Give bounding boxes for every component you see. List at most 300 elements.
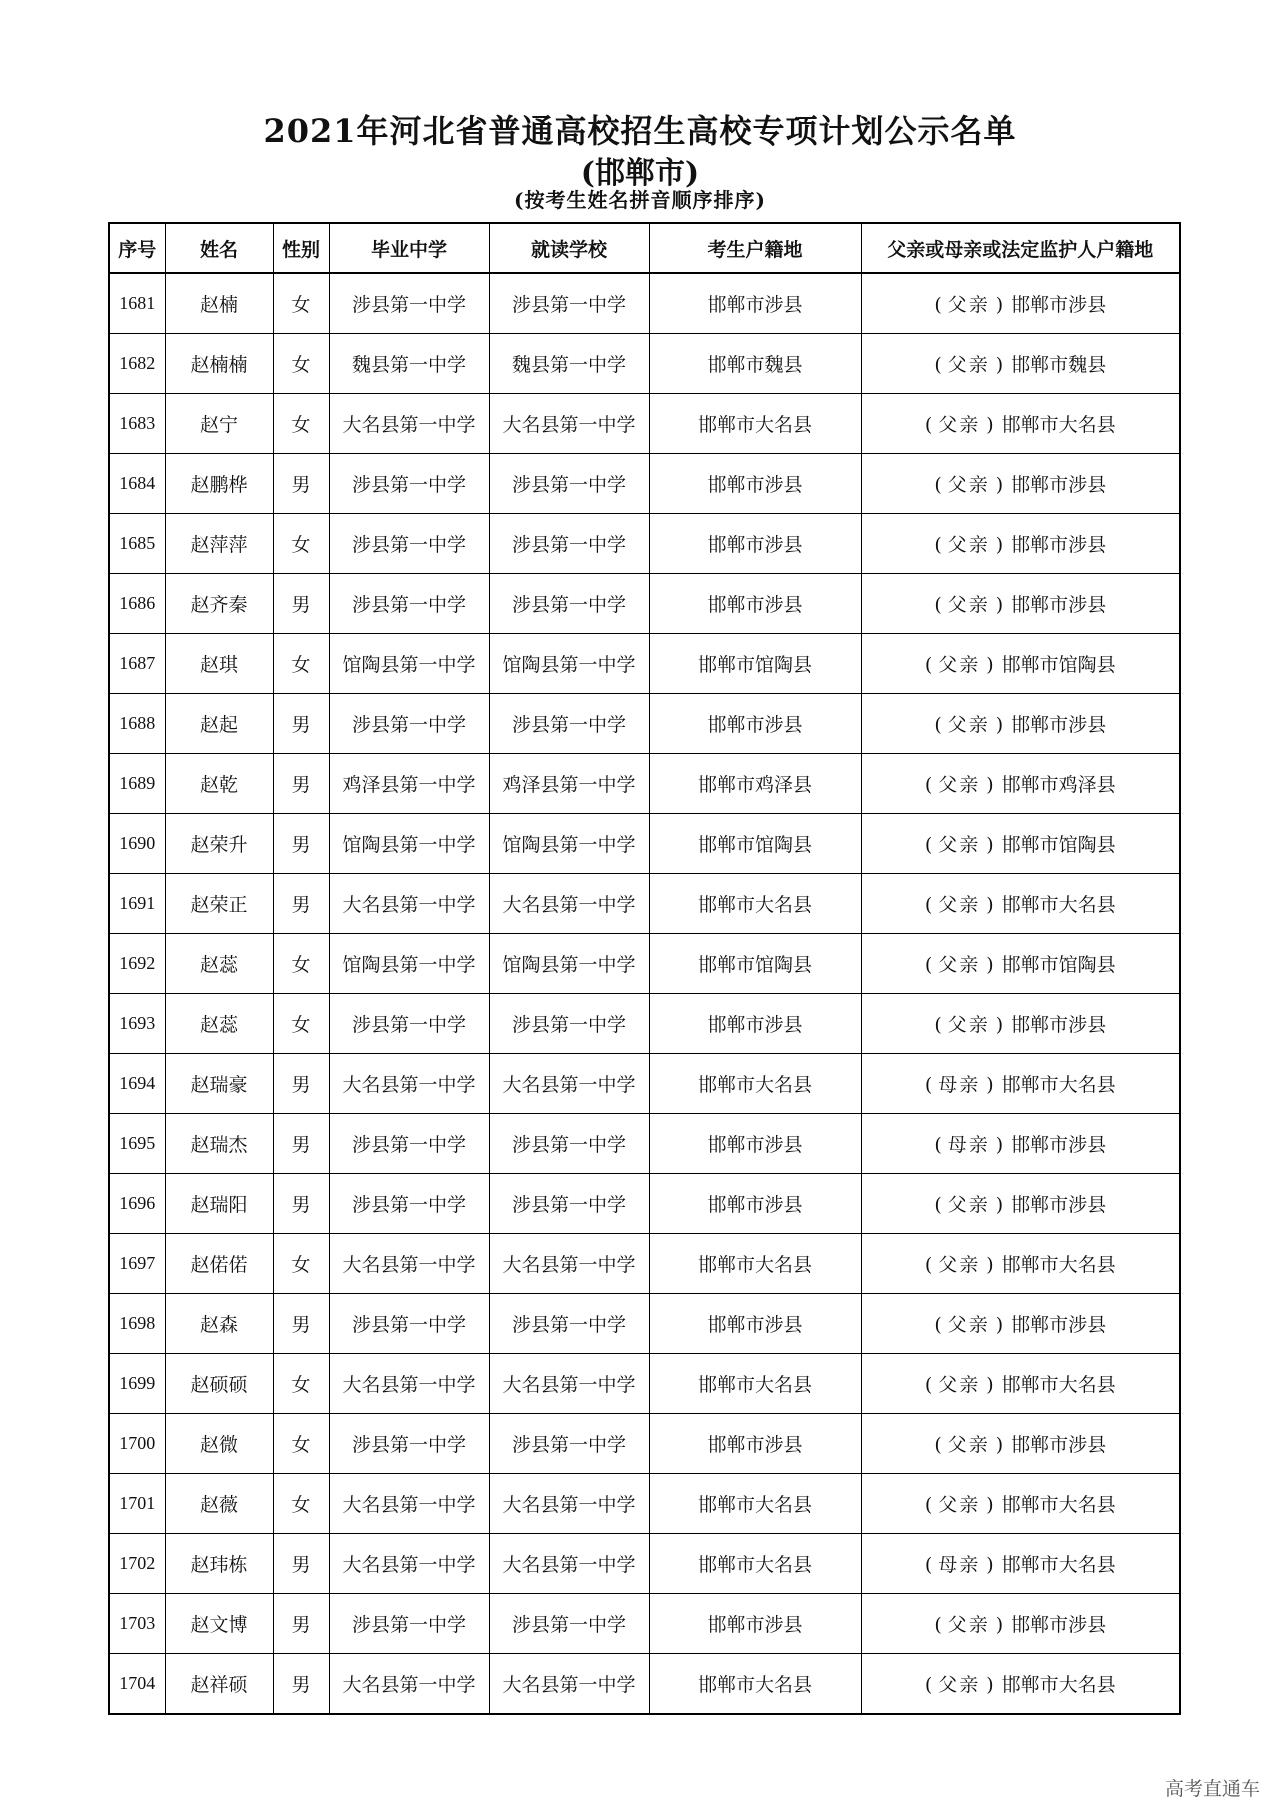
cell-household: 邯郸市涉县 xyxy=(649,454,861,514)
table-row xyxy=(109,1114,1180,1174)
cell-household: 邯郸市大名县 xyxy=(649,1354,861,1414)
cell-grad-school: 涉县第一中学 xyxy=(329,694,489,754)
cell-current-school: 涉县第一中学 xyxy=(489,454,649,514)
paren-open: ( xyxy=(924,834,933,856)
cell-parent-household xyxy=(861,1174,1180,1234)
cell-current-school: 馆陶县第一中学 xyxy=(489,634,649,694)
cell-parent-household xyxy=(861,934,1180,994)
paren-open: ( xyxy=(924,954,933,976)
cell-sex: 男 xyxy=(273,694,329,754)
cell-current-school: 涉县第一中学 xyxy=(489,574,649,634)
cell-parent-household xyxy=(861,1234,1180,1294)
parent-relation: 父亲 xyxy=(947,1434,990,1456)
cell-parent-household xyxy=(861,814,1180,874)
header-household: 考生户籍地 xyxy=(649,223,861,273)
cell-parent-household xyxy=(861,1534,1180,1594)
paren-open: ( xyxy=(924,1494,933,1516)
paren-open: ( xyxy=(934,1314,942,1336)
cell-current-school: 涉县第一中学 xyxy=(489,694,649,754)
table-row xyxy=(109,934,1180,994)
parent-relation: 父亲 xyxy=(938,954,981,976)
header-current-school: 就读学校 xyxy=(489,223,649,273)
parent-relation: 父亲 xyxy=(947,1014,990,1036)
cell-name: 赵蕊 xyxy=(165,994,273,1054)
cell-household: 邯郸市涉县 xyxy=(649,1174,861,1234)
paren-open: ( xyxy=(924,774,933,796)
table-row xyxy=(109,1654,1180,1715)
cell-no: 1689 xyxy=(109,754,165,814)
cell-household: 邯郸市馆陶县 xyxy=(649,814,861,874)
cell-grad-school: 涉县第一中学 xyxy=(329,1594,489,1654)
cell-sex: 男 xyxy=(273,574,329,634)
cell-current-school: 涉县第一中学 xyxy=(489,1414,649,1474)
cell-parent-household xyxy=(861,1474,1180,1534)
cell-name: 赵微 xyxy=(165,1414,273,1474)
cell-name: 赵齐秦 xyxy=(165,574,273,634)
cell-household: 邯郸市鸡泽县 xyxy=(649,754,861,814)
table-row xyxy=(109,1474,1180,1534)
cell-household: 邯郸市涉县 xyxy=(649,514,861,574)
cell-name: 赵偌偌 xyxy=(165,1234,273,1294)
parent-household: 邯郸市涉县 xyxy=(1011,294,1107,316)
table-row xyxy=(109,574,1180,634)
paren-open: ( xyxy=(934,354,942,376)
cell-grad-school: 涉县第一中学 xyxy=(329,514,489,574)
cell-current-school: 涉县第一中学 xyxy=(489,1114,649,1174)
cell-no: 1684 xyxy=(109,454,165,514)
parent-household: 邯郸市涉县 xyxy=(1011,1134,1107,1156)
cell-sex: 男 xyxy=(273,454,329,514)
paren-close: ) xyxy=(986,1254,994,1276)
parent-household: 邯郸市大名县 xyxy=(1001,1074,1116,1096)
cell-grad-school: 涉县第一中学 xyxy=(329,1174,489,1234)
paren-close: ) xyxy=(995,534,1004,556)
cell-name: 赵瑞杰 xyxy=(165,1114,273,1174)
parent-relation: 父亲 xyxy=(947,1614,990,1636)
cell-no: 1702 xyxy=(109,1534,165,1594)
cell-household: 邯郸市馆陶县 xyxy=(649,934,861,994)
cell-grad-school: 涉县第一中学 xyxy=(329,454,489,514)
paren-close: ) xyxy=(995,294,1004,316)
parent-relation: 父亲 xyxy=(947,354,990,376)
cell-parent-household xyxy=(861,1114,1180,1174)
cell-household: 邯郸市涉县 xyxy=(649,1294,861,1354)
cell-grad-school: 涉县第一中学 xyxy=(329,1414,489,1474)
cell-no: 1695 xyxy=(109,1114,165,1174)
cell-current-school: 涉县第一中学 xyxy=(489,994,649,1054)
paren-open: ( xyxy=(924,1374,933,1396)
parent-household: 邯郸市涉县 xyxy=(1011,534,1107,556)
cell-name: 赵瑞阳 xyxy=(165,1174,273,1234)
paren-open: ( xyxy=(934,714,942,736)
cell-name: 赵荣正 xyxy=(165,874,273,934)
table-row xyxy=(109,1534,1180,1594)
cell-name: 赵薇 xyxy=(165,1474,273,1534)
sort-note: (按考生姓名拼音顺序排序) xyxy=(514,188,766,212)
cell-current-school: 馆陶县第一中学 xyxy=(489,934,649,994)
parent-household: 邯郸市大名县 xyxy=(1001,1254,1116,1276)
parent-household: 邯郸市大名县 xyxy=(1001,414,1116,436)
cell-parent-household xyxy=(861,394,1180,454)
cell-no: 1696 xyxy=(109,1174,165,1234)
cell-sex: 男 xyxy=(273,1594,329,1654)
paren-open: ( xyxy=(924,654,933,676)
parent-relation: 父亲 xyxy=(938,1374,981,1396)
table-row xyxy=(109,334,1180,394)
cell-current-school: 大名县第一中学 xyxy=(489,1474,649,1534)
table-row xyxy=(109,1174,1180,1234)
page-title: 2021年河北省普通高校招生高校专项计划公示名单 xyxy=(263,112,1017,150)
cell-sex: 女 xyxy=(273,1474,329,1534)
parent-relation: 父亲 xyxy=(947,474,990,496)
table-row xyxy=(109,874,1180,934)
paren-close: ) xyxy=(986,414,994,436)
paren-close: ) xyxy=(995,1614,1004,1636)
watermark: 高考直通车 xyxy=(1164,1778,1260,1800)
cell-no: 1691 xyxy=(109,874,165,934)
parent-relation: 母亲 xyxy=(947,1134,990,1156)
header-no: 序号 xyxy=(109,223,165,273)
cell-household: 邯郸市大名县 xyxy=(649,874,861,934)
cell-no: 1698 xyxy=(109,1294,165,1354)
cell-sex: 女 xyxy=(273,934,329,994)
cell-household: 邯郸市大名县 xyxy=(649,1534,861,1594)
cell-parent-household xyxy=(861,694,1180,754)
header-parent-household: 父亲或母亲或法定监护人户籍地 xyxy=(861,223,1180,273)
cell-household: 邯郸市大名县 xyxy=(649,1054,861,1114)
cell-no: 1697 xyxy=(109,1234,165,1294)
cell-sex: 女 xyxy=(273,634,329,694)
cell-current-school: 大名县第一中学 xyxy=(489,1654,649,1715)
cell-parent-household xyxy=(861,1414,1180,1474)
paren-close: ) xyxy=(995,474,1004,496)
cell-sex: 男 xyxy=(273,874,329,934)
table-row xyxy=(109,814,1180,874)
cell-parent-household xyxy=(861,634,1180,694)
cell-household: 邯郸市大名县 xyxy=(649,1654,861,1715)
cell-no: 1685 xyxy=(109,514,165,574)
cell-no: 1683 xyxy=(109,394,165,454)
cell-grad-school: 大名县第一中学 xyxy=(329,1654,489,1715)
cell-sex: 男 xyxy=(273,754,329,814)
cell-current-school: 鸡泽县第一中学 xyxy=(489,754,649,814)
cell-grad-school: 大名县第一中学 xyxy=(329,1054,489,1114)
table-row xyxy=(109,1054,1180,1114)
cell-parent-household xyxy=(861,874,1180,934)
parent-relation: 父亲 xyxy=(947,294,990,316)
cell-current-school: 大名县第一中学 xyxy=(489,1354,649,1414)
paren-close: ) xyxy=(986,1374,994,1396)
parent-relation: 父亲 xyxy=(938,1674,981,1696)
cell-sex: 女 xyxy=(273,994,329,1054)
table-row xyxy=(109,1414,1180,1474)
cell-name: 赵乾 xyxy=(165,754,273,814)
cell-grad-school: 鸡泽县第一中学 xyxy=(329,754,489,814)
parent-household: 邯郸市涉县 xyxy=(1011,1194,1107,1216)
cell-parent-household xyxy=(861,1594,1180,1654)
cell-no: 1686 xyxy=(109,574,165,634)
cell-no: 1681 xyxy=(109,273,165,334)
parent-household: 邯郸市大名县 xyxy=(1001,1494,1116,1516)
cell-name: 赵荣升 xyxy=(165,814,273,874)
cell-grad-school: 大名县第一中学 xyxy=(329,394,489,454)
cell-name: 赵琪 xyxy=(165,634,273,694)
cell-sex: 女 xyxy=(273,273,329,334)
paren-open: ( xyxy=(934,1194,942,1216)
cell-current-school: 涉县第一中学 xyxy=(489,273,649,334)
table-body xyxy=(109,273,1180,1714)
paren-close: ) xyxy=(986,1674,994,1696)
cell-current-school: 大名县第一中学 xyxy=(489,1054,649,1114)
cell-parent-household xyxy=(861,574,1180,634)
paren-close: ) xyxy=(995,1434,1004,1456)
cell-household: 邯郸市涉县 xyxy=(649,1414,861,1474)
cell-no: 1700 xyxy=(109,1414,165,1474)
cell-household: 邯郸市大名县 xyxy=(649,1474,861,1534)
parent-relation: 母亲 xyxy=(938,1554,981,1576)
table-header-row xyxy=(109,223,1180,273)
cell-current-school: 大名县第一中学 xyxy=(489,394,649,454)
parent-household: 邯郸市涉县 xyxy=(1011,594,1107,616)
cell-grad-school: 大名县第一中学 xyxy=(329,1234,489,1294)
parent-relation: 父亲 xyxy=(938,654,981,676)
cell-household: 邯郸市涉县 xyxy=(649,994,861,1054)
parent-household: 邯郸市馆陶县 xyxy=(1001,954,1116,976)
cell-sex: 男 xyxy=(273,1654,329,1715)
cell-parent-household xyxy=(861,334,1180,394)
cell-no: 1687 xyxy=(109,634,165,694)
parent-household: 邯郸市馆陶县 xyxy=(1001,654,1116,676)
paren-open: ( xyxy=(934,1614,942,1636)
parent-relation: 父亲 xyxy=(938,834,981,856)
cell-parent-household xyxy=(861,514,1180,574)
paren-open: ( xyxy=(934,594,942,616)
cell-sex: 男 xyxy=(273,1294,329,1354)
cell-household: 邯郸市大名县 xyxy=(649,1234,861,1294)
parent-household: 邯郸市大名县 xyxy=(1001,1554,1116,1576)
cell-parent-household xyxy=(861,1294,1180,1354)
cell-sex: 男 xyxy=(273,1114,329,1174)
cell-grad-school: 大名县第一中学 xyxy=(329,1474,489,1534)
cell-name: 赵玮栋 xyxy=(165,1534,273,1594)
paren-close: ) xyxy=(995,714,1004,736)
cell-grad-school: 涉县第一中学 xyxy=(329,994,489,1054)
paren-close: ) xyxy=(986,774,994,796)
parent-household: 邯郸市涉县 xyxy=(1011,1014,1107,1036)
cell-sex: 女 xyxy=(273,1234,329,1294)
cell-current-school: 魏县第一中学 xyxy=(489,334,649,394)
parent-household: 邯郸市涉县 xyxy=(1011,474,1107,496)
cell-parent-household xyxy=(861,1654,1180,1715)
parent-relation: 父亲 xyxy=(938,1254,981,1276)
page-subtitle: (邯郸市) xyxy=(580,156,700,191)
cell-grad-school: 魏县第一中学 xyxy=(329,334,489,394)
parent-relation: 父亲 xyxy=(947,594,990,616)
table-row xyxy=(109,1594,1180,1654)
paren-close: ) xyxy=(986,894,994,916)
cell-parent-household xyxy=(861,1354,1180,1414)
paren-close: ) xyxy=(986,1074,994,1096)
paren-open: ( xyxy=(924,1674,933,1696)
parent-relation: 父亲 xyxy=(947,1194,990,1216)
cell-name: 赵瑞豪 xyxy=(165,1054,273,1114)
cell-parent-household xyxy=(861,454,1180,514)
parent-relation: 父亲 xyxy=(938,414,981,436)
cell-parent-household xyxy=(861,273,1180,334)
paren-open: ( xyxy=(924,1554,933,1576)
paren-close: ) xyxy=(995,1134,1004,1156)
parent-relation: 父亲 xyxy=(938,894,981,916)
parent-household: 邯郸市大名县 xyxy=(1001,894,1116,916)
candidate-table xyxy=(108,222,1181,1715)
cell-parent-household xyxy=(861,754,1180,814)
cell-grad-school: 大名县第一中学 xyxy=(329,1534,489,1594)
table-row xyxy=(109,1234,1180,1294)
cell-name: 赵宁 xyxy=(165,394,273,454)
cell-no: 1699 xyxy=(109,1354,165,1414)
cell-current-school: 大名县第一中学 xyxy=(489,1234,649,1294)
cell-sex: 男 xyxy=(273,1174,329,1234)
cell-grad-school: 涉县第一中学 xyxy=(329,574,489,634)
header-sex: 性别 xyxy=(273,223,329,273)
parent-relation: 父亲 xyxy=(938,774,981,796)
cell-household: 邯郸市大名县 xyxy=(649,394,861,454)
table-row xyxy=(109,1294,1180,1354)
cell-household: 邯郸市涉县 xyxy=(649,273,861,334)
parent-household: 邯郸市馆陶县 xyxy=(1001,834,1116,856)
parent-relation: 父亲 xyxy=(938,1494,981,1516)
cell-current-school: 涉县第一中学 xyxy=(489,514,649,574)
cell-name: 赵文博 xyxy=(165,1594,273,1654)
cell-household: 邯郸市涉县 xyxy=(649,1594,861,1654)
cell-name: 赵蕊 xyxy=(165,934,273,994)
cell-sex: 女 xyxy=(273,1354,329,1414)
table-row xyxy=(109,694,1180,754)
parent-relation: 父亲 xyxy=(947,1314,990,1336)
cell-current-school: 涉县第一中学 xyxy=(489,1174,649,1234)
cell-parent-household xyxy=(861,1054,1180,1114)
cell-no: 1682 xyxy=(109,334,165,394)
cell-household: 邯郸市涉县 xyxy=(649,1114,861,1174)
paren-open: ( xyxy=(924,414,933,436)
table-row xyxy=(109,514,1180,574)
paren-open: ( xyxy=(934,474,942,496)
parent-household: 邯郸市涉县 xyxy=(1011,714,1107,736)
table-row xyxy=(109,634,1180,694)
parent-household: 邯郸市大名县 xyxy=(1001,1674,1116,1696)
cell-grad-school: 大名县第一中学 xyxy=(329,874,489,934)
parent-household: 邯郸市涉县 xyxy=(1011,1434,1107,1456)
paren-close: ) xyxy=(986,834,994,856)
header-grad-school: 毕业中学 xyxy=(329,223,489,273)
paren-open: ( xyxy=(924,1254,933,1276)
cell-grad-school: 馆陶县第一中学 xyxy=(329,634,489,694)
cell-current-school: 涉县第一中学 xyxy=(489,1294,649,1354)
cell-parent-household xyxy=(861,994,1180,1054)
cell-household: 邯郸市魏县 xyxy=(649,334,861,394)
parent-relation: 父亲 xyxy=(947,534,990,556)
cell-no: 1704 xyxy=(109,1654,165,1715)
cell-current-school: 大名县第一中学 xyxy=(489,1534,649,1594)
table-row xyxy=(109,394,1180,454)
cell-name: 赵硕硕 xyxy=(165,1354,273,1414)
table-row xyxy=(109,754,1180,814)
cell-no: 1701 xyxy=(109,1474,165,1534)
paren-close: ) xyxy=(986,1494,994,1516)
paren-close: ) xyxy=(986,954,994,976)
paren-open: ( xyxy=(924,1074,933,1096)
cell-sex: 女 xyxy=(273,394,329,454)
paren-open: ( xyxy=(934,534,942,556)
cell-no: 1692 xyxy=(109,934,165,994)
cell-sex: 男 xyxy=(273,814,329,874)
cell-no: 1693 xyxy=(109,994,165,1054)
cell-grad-school: 涉县第一中学 xyxy=(329,273,489,334)
table-row xyxy=(109,454,1180,514)
paren-close: ) xyxy=(995,1194,1004,1216)
cell-no: 1690 xyxy=(109,814,165,874)
parent-household: 邯郸市涉县 xyxy=(1011,1314,1107,1336)
cell-current-school: 涉县第一中学 xyxy=(489,1594,649,1654)
paren-open: ( xyxy=(934,1434,942,1456)
paren-open: ( xyxy=(934,1134,942,1156)
cell-grad-school: 涉县第一中学 xyxy=(329,1294,489,1354)
cell-grad-school: 馆陶县第一中学 xyxy=(329,934,489,994)
cell-sex: 女 xyxy=(273,514,329,574)
cell-name: 赵森 xyxy=(165,1294,273,1354)
cell-name: 赵萍萍 xyxy=(165,514,273,574)
header-name: 姓名 xyxy=(165,223,273,273)
cell-current-school: 馆陶县第一中学 xyxy=(489,814,649,874)
cell-name: 赵鹏桦 xyxy=(165,454,273,514)
cell-no: 1688 xyxy=(109,694,165,754)
cell-no: 1694 xyxy=(109,1054,165,1114)
paren-close: ) xyxy=(995,1014,1004,1036)
parent-household: 邯郸市大名县 xyxy=(1001,1374,1116,1396)
cell-sex: 女 xyxy=(273,334,329,394)
cell-sex: 男 xyxy=(273,1054,329,1114)
cell-no: 1703 xyxy=(109,1594,165,1654)
cell-grad-school: 馆陶县第一中学 xyxy=(329,814,489,874)
cell-sex: 女 xyxy=(273,1414,329,1474)
cell-sex: 男 xyxy=(273,1534,329,1594)
paren-close: ) xyxy=(995,1314,1004,1336)
cell-household: 邯郸市涉县 xyxy=(649,574,861,634)
paren-open: ( xyxy=(934,1014,942,1036)
paren-close: ) xyxy=(986,654,994,676)
cell-current-school: 大名县第一中学 xyxy=(489,874,649,934)
paren-open: ( xyxy=(924,894,933,916)
parent-household: 邯郸市魏县 xyxy=(1011,354,1107,376)
cell-grad-school: 大名县第一中学 xyxy=(329,1354,489,1414)
table-row xyxy=(109,1354,1180,1414)
cell-household: 邯郸市馆陶县 xyxy=(649,634,861,694)
parent-household: 邯郸市鸡泽县 xyxy=(1001,774,1116,796)
cell-name: 赵楠 xyxy=(165,273,273,334)
cell-name: 赵楠楠 xyxy=(165,334,273,394)
parent-relation: 母亲 xyxy=(938,1074,981,1096)
cell-grad-school: 涉县第一中学 xyxy=(329,1114,489,1174)
paren-close: ) xyxy=(995,594,1004,616)
parent-relation: 父亲 xyxy=(947,714,990,736)
table-row xyxy=(109,994,1180,1054)
parent-household: 邯郸市涉县 xyxy=(1011,1614,1107,1636)
cell-name: 赵祥硕 xyxy=(165,1654,273,1715)
table-row xyxy=(109,273,1180,334)
paren-open: ( xyxy=(934,294,942,316)
cell-household: 邯郸市涉县 xyxy=(649,694,861,754)
paren-close: ) xyxy=(986,1554,994,1576)
